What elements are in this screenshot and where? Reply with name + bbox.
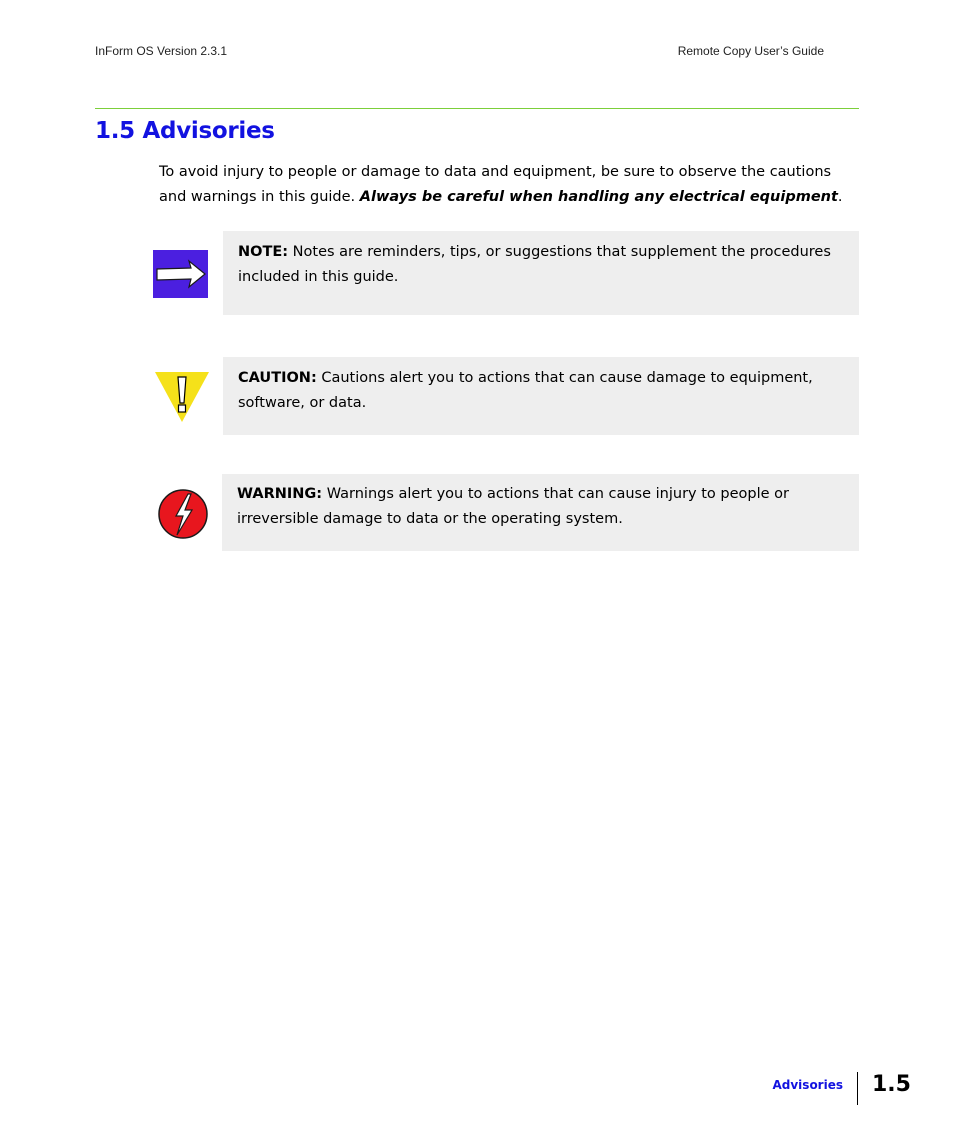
header-rule <box>95 108 859 109</box>
header-guide-title: Remote Copy User’s Guide <box>677 44 824 58</box>
note-text <box>238 240 843 290</box>
lightning-bolt-icon <box>157 488 209 540</box>
warning-text <box>237 482 842 532</box>
note-label: NOTE: <box>238 244 289 260</box>
caution-box <box>223 357 859 435</box>
caution-triangle-icon <box>154 371 210 423</box>
warning-box <box>222 474 859 551</box>
intro-text: To avoid injury to people or damage to data and equipment, be sure to observe the cautions and warnings in this guide. <box>159 164 832 205</box>
section-title: 1.5 Advisories <box>95 118 275 144</box>
page-number: 1.5 <box>872 1072 911 1097</box>
intro-emphasis: Always be careful when handling any electrical equipment <box>359 189 838 205</box>
arrow-right-icon <box>153 250 208 298</box>
note-box <box>223 231 859 315</box>
footer-divider <box>857 1072 858 1105</box>
header-version: InForm OS Version 2.3.1 <box>95 44 228 58</box>
footer-section-link[interactable]: Advisories <box>772 1078 843 1092</box>
warning-label: WARNING: <box>237 486 323 502</box>
intro-end: . <box>837 189 843 205</box>
caution-body: Cautions alert you to actions that can cause damage to equipment, software, or data. <box>238 370 813 411</box>
caution-text <box>238 366 843 416</box>
warning-body: Warnings alert you to actions that can cause injury to people or irreversible damage to data or the operating system. <box>237 486 789 527</box>
note-body: Notes are reminders, tips, or suggestions that supplement the procedures included in this guide. <box>238 244 831 285</box>
caution-label: CAUTION: <box>238 370 317 386</box>
intro-paragraph <box>159 160 859 210</box>
